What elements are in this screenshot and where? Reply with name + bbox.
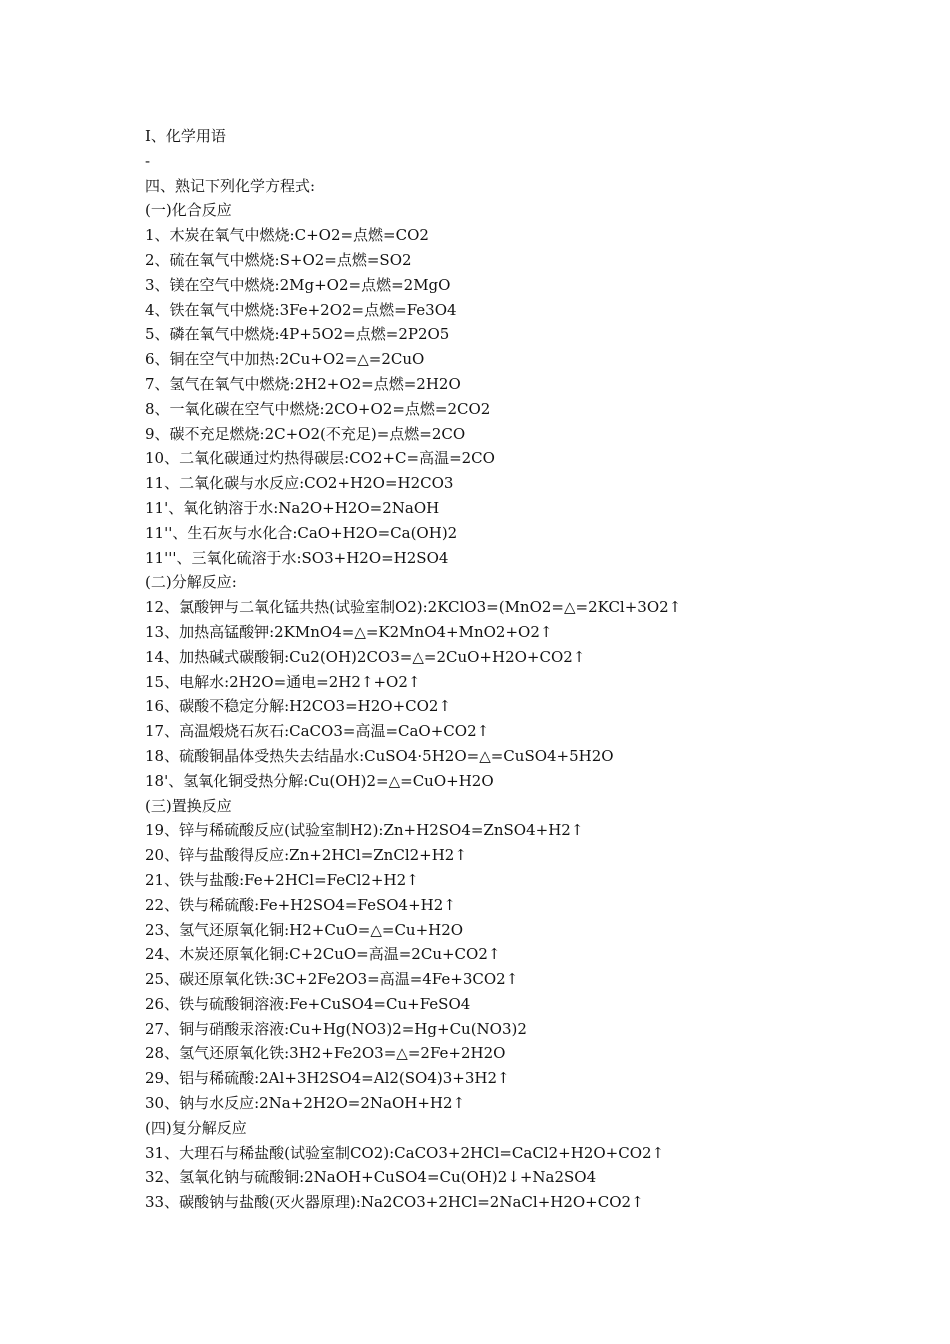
equation-line: 24、木炭还原氧化铜:C+2CuO=高温=2Cu+CO2↑: [145, 945, 501, 964]
subheading-combination: (一)化合反应: [145, 201, 232, 220]
equation-line: 9、碳不充足燃烧:2C+O2(不充足)=点燃=2CO: [145, 424, 466, 443]
equation-line: 18、硫酸铜晶体受热失去结晶水:CuSO4·5H2O=△=CuSO4+5H2O: [145, 746, 614, 765]
equation-line: 10、二氧化碳通过灼热得碳层:CO2+C=高温=2CO: [145, 449, 495, 468]
equation-line: 26、铁与硫酸铜溶液:Fe+CuSO4=Cu+FeSO4: [145, 994, 471, 1013]
heading-equations: 四、熟记下列化学方程式:: [145, 176, 316, 195]
subheading-decomposition: (二)分解反应:: [145, 573, 237, 592]
equation-line: 20、锌与盐酸得反应:Zn+2HCl=ZnCl2+H2↑: [145, 846, 467, 865]
subheading-displacement: (三)置换反应: [145, 796, 232, 815]
equation-line: 28、氢气还原氧化铁:3H2+Fe2O3=△=2Fe+2H2O: [145, 1044, 506, 1063]
equation-line: 1、木炭在氧气中燃烧:C+O2=点燃=CO2: [145, 226, 429, 245]
equation-line: 4、铁在氧气中燃烧:3Fe+2O2=点燃=Fe3O4: [145, 300, 457, 319]
equation-line: 32、氢氧化钠与硫酸铜:2NaOH+CuSO4=Cu(OH)2↓+Na2SO4: [145, 1168, 597, 1187]
section-title: Ⅰ、化学用语: [145, 127, 226, 145]
equation-line: 11'、氧化钠溶于水:Na2O+H2O=2NaOH: [145, 498, 440, 517]
equation-line: 3、镁在空气中燃烧:2Mg+O2=点燃=2MgO: [145, 275, 451, 294]
equation-line: 8、一氧化碳在空气中燃烧:2CO+O2=点燃=2CO2: [145, 399, 491, 418]
equation-line: 17、高温煅烧石灰石:CaCO3=高温=CaO+CO2↑: [145, 722, 490, 741]
equation-line: 16、碳酸不稳定分解:H2CO3=H2O+CO2↑: [145, 697, 452, 716]
equation-line: 2、硫在氧气中燃烧:S+O2=点燃=SO2: [145, 250, 412, 269]
equation-line: 31、大理石与稀盐酸(试验室制CO2):CaCO3+2HCl=CaCl2+H2O+CO2↑: [145, 1143, 665, 1162]
equation-line: 22、铁与稀硫酸:Fe+H2SO4=FeSO4+H2↑: [145, 895, 456, 914]
equation-line: 11、二氧化碳与水反应:CO2+H2O=H2CO3: [145, 474, 454, 493]
equation-line: 25、碳还原氧化铁:3C+2Fe2O3=高温=4Fe+3CO2↑: [145, 970, 519, 989]
equation-line: 18'、氢氧化铜受热分解:Cu(OH)2=△=CuO+H2O: [145, 771, 494, 790]
equation-line: 6、铜在空气中加热:2Cu+O2=△=2CuO: [145, 350, 425, 369]
equation-line: 27、铜与硝酸汞溶液:Cu+Hg(NO3)2=Hg+Cu(NO3)2: [145, 1019, 527, 1038]
equation-line: 14、加热碱式碳酸铜:Cu2(OH)2CO3=△=2CuO+H2O+CO2↑: [145, 647, 586, 666]
equation-line: 15、电解水:2H2O=通电=2H2↑+O2↑: [145, 672, 421, 691]
equation-line: 11''、生石灰与水化合:CaO+H2O=Ca(OH)2: [145, 523, 458, 542]
document-body: [145, 124, 905, 1215]
equation-line: 21、铁与盐酸:Fe+2HCl=FeCl2+H2↑: [145, 870, 419, 889]
equation-line: 30、钠与水反应:2Na+2H2O=2NaOH+H2↑: [145, 1094, 466, 1113]
equation-line: 29、铝与稀硫酸:2Al+3H2SO4=Al2(SO4)3+3H2↑: [145, 1069, 510, 1088]
equation-line: 13、加热高锰酸钾:2KMnO4=△=K2MnO4+MnO2+O2↑: [145, 622, 553, 641]
separator-dash: -: [145, 151, 151, 170]
equation-line: 11'''、三氧化硫溶于水:SO3+H2O=H2SO4: [145, 548, 449, 567]
equation-line: 23、氢气还原氧化铜:H2+CuO=△=Cu+H2O: [145, 920, 464, 939]
equation-line: 5、磷在氧气中燃烧:4P+5O2=点燃=2P2O5: [145, 325, 450, 344]
equation-line: 33、碳酸钠与盐酸(灭火器原理):Na2CO3+2HCl=2NaCl+H2O+CO2↑: [145, 1193, 644, 1212]
subheading-double-displacement: (四)复分解反应: [145, 1118, 247, 1137]
equation-line: 19、锌与稀硫酸反应(试验室制H2):Zn+H2SO4=ZnSO4+H2↑: [145, 821, 584, 840]
equation-line: 7、氢气在氧气中燃烧:2H2+O2=点燃=2H2O: [145, 374, 461, 393]
equation-line: 12、氯酸钾与二氧化锰共热(试验室制O2):2KClO3=(MnO2=△=2KCl+3O2↑: [145, 598, 682, 617]
